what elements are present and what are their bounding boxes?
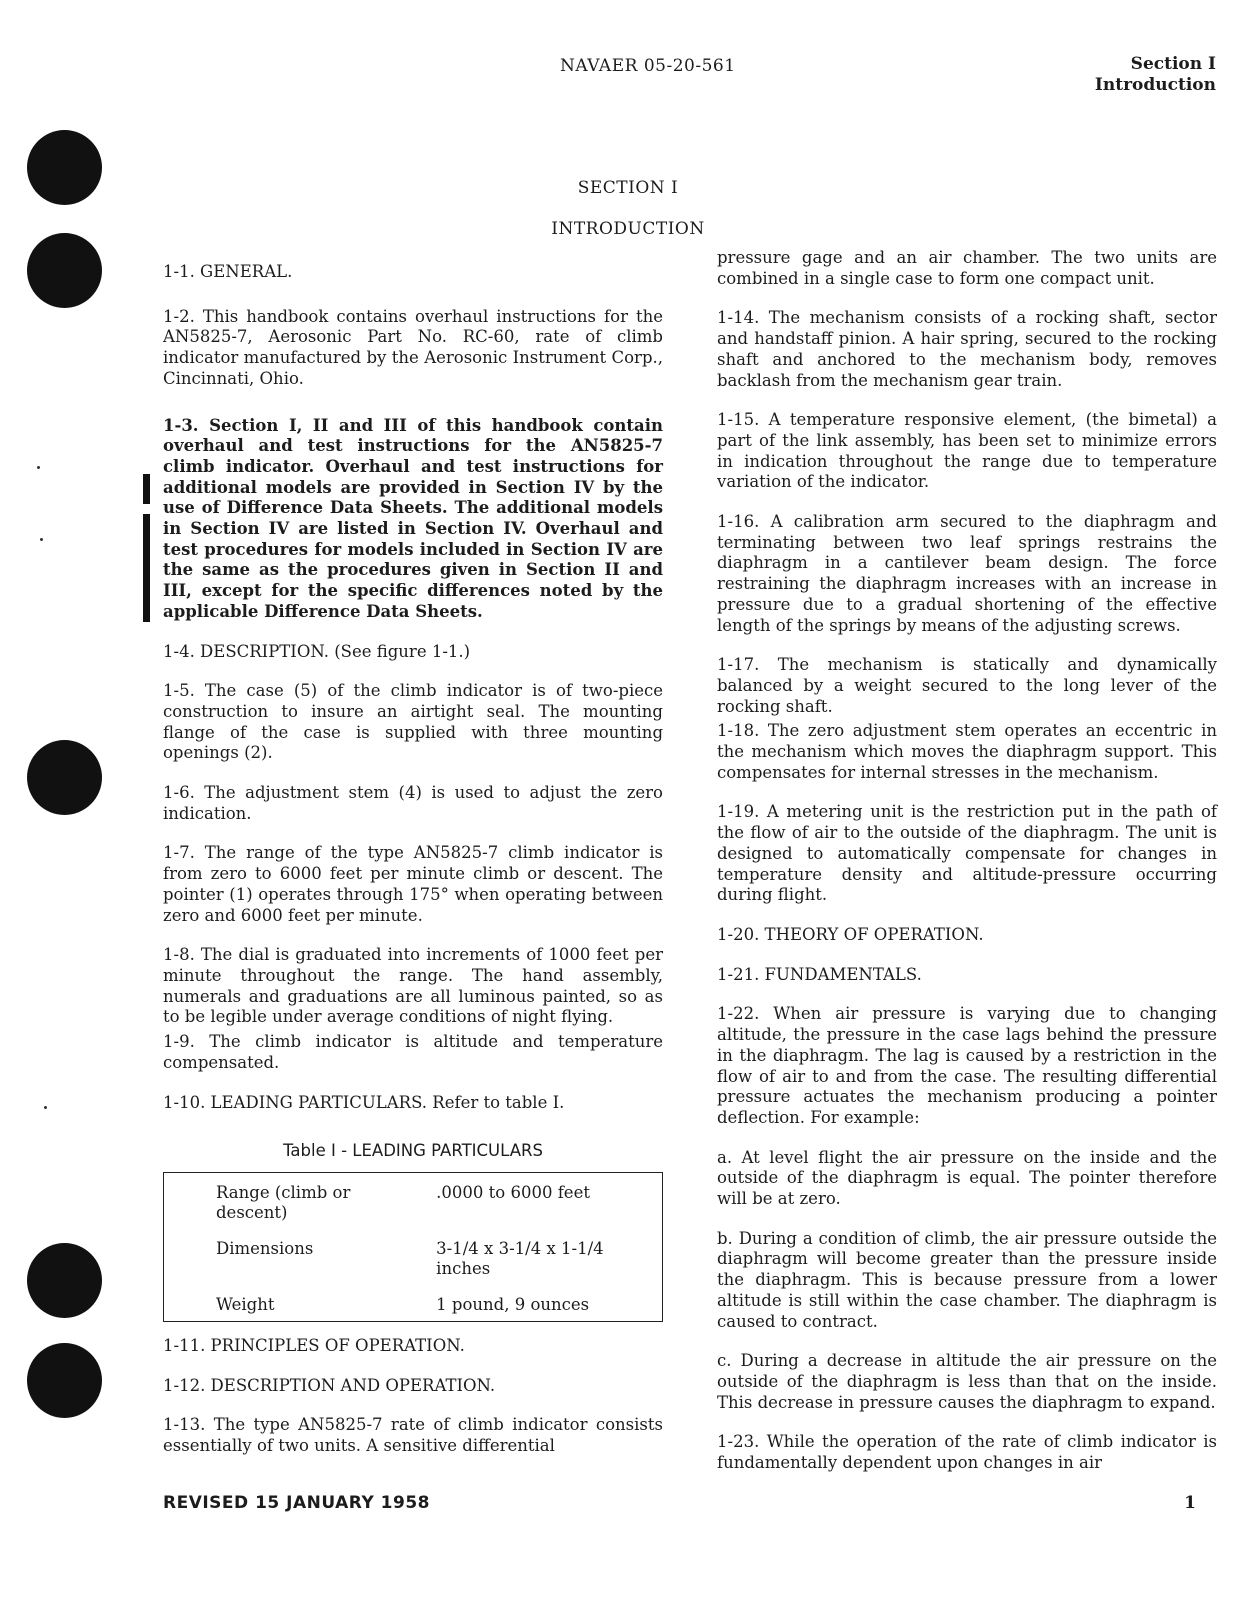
section-title: SECTION I <box>577 178 679 198</box>
paragraph-1-21: 1-21. FUNDAMENTALS. <box>717 964 922 984</box>
binder-hole <box>27 740 102 815</box>
paragraph-1-14: 1-14. The mechanism consists of a rocking shaft, sector and handstaff pinion. A hair spring, secured to the rocking shaft and anchored to the mechanism body, removes backlash from the mechanism gear train. <box>717 308 1217 390</box>
paragraph-1-15: 1-15. A temperature responsive element, (the bimetal) a part of the link assembly, has been set to minimize errors in indication throughout the range due to temperature variation of the indicator. <box>717 410 1217 492</box>
paragraph-1-4: 1-4. DESCRIPTION. (See figure 1-1.) <box>163 641 471 661</box>
table-cell: Dimensions <box>216 1238 314 1258</box>
table-caption: Table I - LEADING PARTICULARS <box>283 1141 543 1161</box>
table-cell: Range (climb or descent) <box>216 1182 351 1222</box>
binder-hole <box>27 1243 102 1318</box>
paragraph-1-22: 1-22. When air pressure is varying due to changing altitude, the pressure in the case lags behind the pressure in the diaphragm. The lag is caused by a restriction in the flow of air to and from the case. The resulting differential pressure actuates the mechanism producing a pointer deflection. For example: <box>717 1004 1217 1127</box>
paragraph-1-3: 1-3. Section I, II and III of this handbook contain overhaul and test instructions for the AN5825-7 climb indicator. Overhaul and test instructions for additional models are provided in Section IV by the use of Difference Data Sheets. The additional models in Section IV are listed in Section IV. Overhaul and test procedures for models included in Section IV are the same as the procedures given in Section II and III, except for the specific differences noted by the applicable Difference Data Sheets. <box>163 415 663 621</box>
document-number: NAVAER 05-20-561 <box>560 56 736 76</box>
paragraph-1-11: 1-11. PRINCIPLES OF OPERATION. <box>163 1335 465 1355</box>
section-header <box>1095 54 1216 96</box>
binder-hole <box>27 233 102 308</box>
paragraph-1-1: 1-1. GENERAL. <box>163 262 293 281</box>
revision-date: REVISED 15 JANUARY 1958 <box>163 1493 430 1513</box>
paragraph-1-22-c: c. During a decrease in altitude the air pressure on the outside of the diaphragm is less than that on the inside. This decrease in pressure causes the diaphragm to expand. <box>717 1351 1217 1412</box>
section-name: Introduction <box>1094 75 1216 95</box>
section-label: Section I <box>1130 54 1216 74</box>
scan-speck <box>44 1106 47 1109</box>
paragraph-1-10: 1-10. LEADING PARTICULARS. Refer to table I. <box>163 1092 565 1112</box>
table-cell: .0000 to 6000 feet <box>436 1182 590 1202</box>
paragraph-1-7: 1-7. The range of the type AN5825-7 climb indicator is from zero to 6000 feet per minute climb or descent. The pointer (1) operates through 175° when operating between zero and 6000 feet per minute. <box>163 843 663 925</box>
paragraph-1-9: 1-9. The climb indicator is altitude and temperature compensated. <box>163 1032 663 1072</box>
table-cell: 3-1/4 x 3-1/4 x 1-1/4 inches <box>436 1238 604 1278</box>
paragraph-1-8: 1-8. The dial is graduated into increments of 1000 feet per minute throughout the range. The hand assembly, numerals and graduations are all luminous painted, so as to be legible under average conditions of night flying. <box>163 945 663 1027</box>
paragraph-1-22-a: a. At level flight the air pressure on the inside and the outside of the diaphragm is equal. The pointer therefore will be at zero. <box>717 1147 1217 1209</box>
paragraph-1-13-cont: pressure gage and an air chamber. The two units are combined in a single case to form one compact unit. <box>717 248 1217 288</box>
scan-speck <box>40 538 43 541</box>
paragraph-1-5: 1-5. The case (5) of the climb indicator is of two-piece construction to insure an airtight seal. The mounting flange of the case is supplied with three mounting openings (2). <box>163 681 663 763</box>
table-row <box>164 1285 663 1322</box>
binder-hole <box>27 1343 102 1418</box>
change-bar <box>143 474 150 504</box>
paragraph-1-17: 1-17. The mechanism is statically and dynamically balanced by a weight secured to the long lever of the rocking shaft. <box>717 655 1217 716</box>
change-bar <box>143 514 150 622</box>
paragraph-1-20: 1-20. THEORY OF OPERATION. <box>717 924 984 944</box>
paragraph-1-12: 1-12. DESCRIPTION AND OPERATION. <box>163 1375 496 1395</box>
table-cell: 1 pound, 9 ounces <box>436 1294 590 1314</box>
paragraph-1-2: 1-2. This handbook contains overhaul instructions for the AN5825-7, Aerosonic Part No. RC-60, rate of climb indicator manufactured by the Aerosonic Instrument Corp., Cincinnati, Ohio. <box>163 306 663 388</box>
paragraph-1-23: 1-23. While the operation of the rate of climb indicator is fundamentally dependent upon changes in air <box>717 1432 1217 1473</box>
paragraph-1-22-b: b. During a condition of climb, the air pressure outside the diaphragm will become greater than the pressure inside the diaphragm. This is because pressure from a lower altitude is still within the case chamber. The diaphragm is caused to contract. <box>717 1228 1217 1331</box>
paragraph-1-13: 1-13. The type AN5825-7 rate of climb indicator consists essentially of two units. A sensitive differential <box>163 1415 663 1456</box>
table-row <box>164 1229 663 1285</box>
scan-speck <box>37 466 40 469</box>
left-column <box>163 262 663 1476</box>
page-number: 1 <box>1184 1493 1196 1513</box>
paragraph-1-19: 1-19. A metering unit is the restriction put in the path of the flow of air to the outside of the diaphragm. The unit is designed to automatically compensate for changes in temperature density and altitude-pressure occurring during flight. <box>717 802 1217 905</box>
table-cell: Weight <box>216 1294 275 1314</box>
paragraph-1-18: 1-18. The zero adjustment stem operates an eccentric in the mechanism which moves the diaphragm support. This compensates for internal stresses in the mechanism. <box>717 721 1217 782</box>
paragraph-1-16: 1-16. A calibration arm secured to the diaphragm and terminating between two leaf springs restrains the diaphragm in a cantilever beam design. The force restraining the diaphragm increases with an increase in pressure due to a gradual shortening of the effective length of the springs by means of the adjusting screws. <box>717 512 1217 635</box>
section-subtitle: INTRODUCTION <box>551 219 705 239</box>
paragraph-1-6: 1-6. The adjustment stem (4) is used to adjust the zero indication. <box>163 783 663 823</box>
table-row <box>164 1172 663 1229</box>
leading-particulars-table <box>163 1172 663 1322</box>
right-column <box>717 248 1217 1493</box>
